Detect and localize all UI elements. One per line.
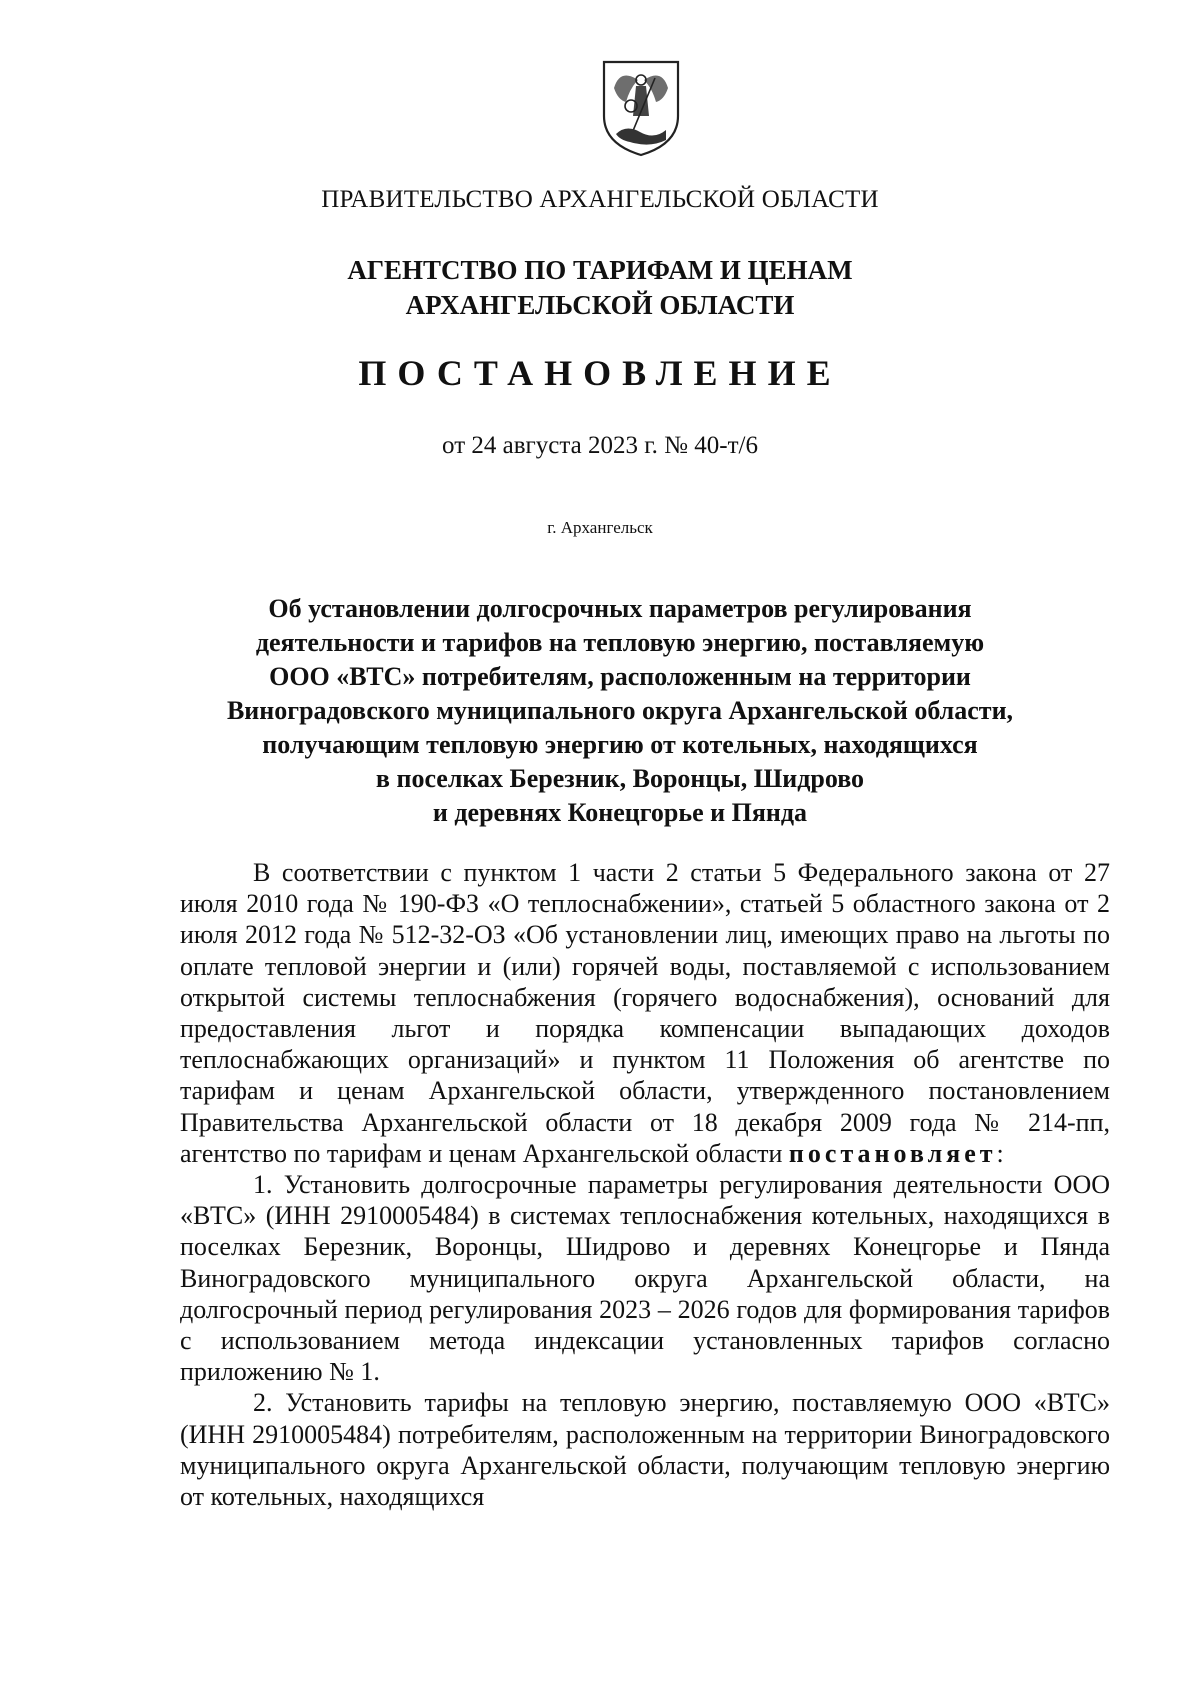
government-name: ПРАВИТЕЛЬСТВО АРХАНГЕЛЬСКОЙ ОБЛАСТИ bbox=[321, 186, 879, 213]
preamble-paragraph bbox=[180, 857, 1110, 1169]
document-city: г. Архангельск bbox=[547, 518, 653, 537]
agency-name-line: АРХАНГЕЛЬСКОЙ ОБЛАСТИ bbox=[405, 290, 795, 320]
document-date-number: от 24 августа 2023 г. № 40-т/6 bbox=[442, 432, 758, 459]
subject-line: ООО «ВТС» потребителям, расположенным на территории bbox=[269, 662, 971, 691]
subject-line: Виноградовского муниципального округа Архангельской области, bbox=[226, 696, 1014, 725]
document-type-title: ПОСТАНОВЛЕНИЕ bbox=[358, 353, 842, 393]
item-2-paragraph: 2. Установить тарифы на тепловую энергию, поставляемую ООО «ВТС» (ИНН 2910005484) потребителям, расположенным на территории Виноградовского муниципального округа Архангельской области, получающим тепловую энергию от котельных, находящихся bbox=[180, 1388, 1110, 1512]
document-body bbox=[180, 857, 1110, 1512]
subject-line: и деревнях Конецгорье и Пянда bbox=[432, 798, 808, 827]
preamble-text: В соответствии с пунктом 1 части 2 статьи 5 Федерального закона от 27 июля 2010 года № 190-ФЗ «О теплоснабжении», статьей 5 областного закона от 2 июля 2012 года № 512-32-ОЗ «Об установлении лиц, имеющих право на льготы по оплате тепловой энергии и (или) горячей воды, поставляемой с использованием открытой системы теплоснабжения (горячего водоснабжения), оснований для предоставления льгот и порядка компенсации выпадающих доходов теплоснабжающих организаций» и пунктом 11 Положения об агентстве по тарифам и ценам Архангельской области, утвержденного постановлением Правительства Архангельской области от 18 декабря 2009 года № 214-пп, агентство по тарифам и ценам Архангельской области bbox=[180, 858, 1110, 1168]
subject-line: деятельности и тарифов на тепловую энергию, поставляемую bbox=[255, 628, 985, 657]
item-1-paragraph: 1. Установить долгосрочные параметры регулирования деятельности ООО «ВТС» (ИНН 2910005484) в системах теплоснабжения котельных, находящихся в поселках Березник, Воронцы, Шидрово и деревнях Конецгорье и Пянда Виноградовского муниципального округа Архангельской области, на долгосрочный период регулирования 2023 – 2026 годов для формирования тарифов с использованием метода индексации установленных тарифов согласно приложению № 1. bbox=[180, 1170, 1110, 1387]
document-subject bbox=[180, 592, 1060, 830]
coat-of-arms-icon bbox=[600, 58, 682, 158]
agency-name-line: АГЕНТСТВО ПО ТАРИФАМ И ЦЕНАМ bbox=[347, 255, 853, 285]
subject-line: в поселках Березник, Воронцы, Шидрово bbox=[375, 764, 865, 793]
resolves-word: постановляет bbox=[788, 1138, 997, 1168]
resolves-colon: : bbox=[996, 1138, 1004, 1168]
agency-name bbox=[0, 253, 1200, 323]
subject-line: получающим тепловую энергию от котельных, находящихся bbox=[262, 730, 978, 759]
subject-line: Об установлении долгосрочных параметров регулирования bbox=[268, 594, 972, 623]
